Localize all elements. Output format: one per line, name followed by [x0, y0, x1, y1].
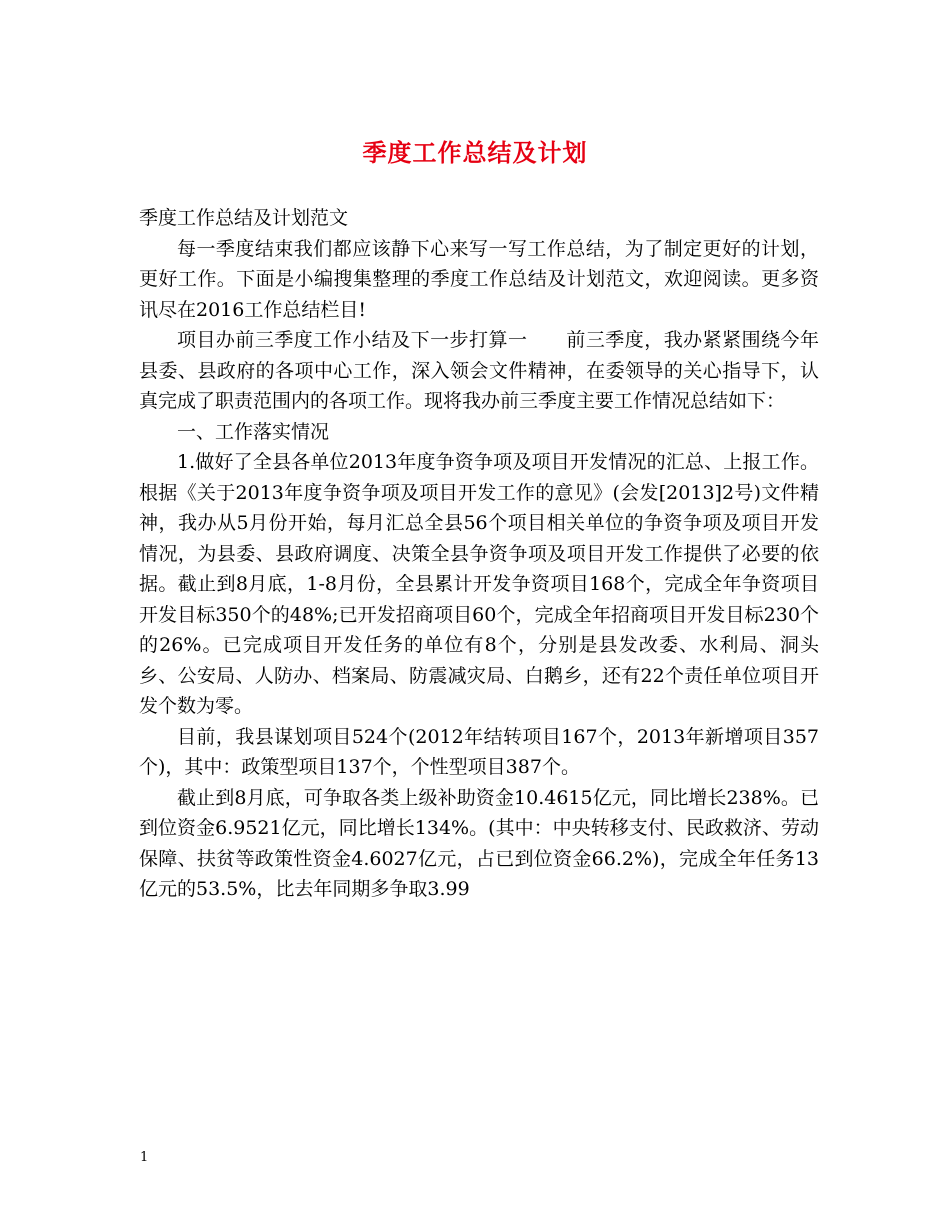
- body-paragraph: 截止到8月底，可争取各类上级补助资金10.4615亿元，同比增长238%。已到位资金6.9521亿元，同比增长134%。(其中：中央转移支付、民政救济、劳动保障、扶贫等政策性资金4.6027亿元，占已到位资金66.2%)，完成全年任务13亿元的53.5%，比去年同期多争取3.99: [139, 786, 819, 900]
- body-paragraph: 1.做好了全县各单位2013年度争资争项及项目开发情况的汇总、上报工作。根据《关于2013年度争资争项及项目开发工作的意见》(会发[2013]2号)文件精神，我办从5月份开始，每月汇总全县56个项目相关单位的争资争项及项目开发情况，为县委、县政府调度、决策全县争资争项及项目开发工作提供了必要的依据。截止到8月底，1-8月份，全县累计开发争资项目168个，完成全年争资项目开发目标350个的48%;已开发招商项目60个，完成全年招商项目开发目标230个的26%。已完成项目开发任务的单位有8个，分别是县发改委、水利局、洞头乡、公安局、人防办、档案局、防震减灾局、白鹅乡，还有22个责任单位项目开发个数为零。: [139, 451, 819, 717]
- page-number: 1: [140, 1150, 149, 1165]
- document-body: [139, 203, 819, 905]
- intro-paragraph: 每一季度结束我们都应该静下心来写一写工作总结，为了制定更好的计划，更好工作。下面是小编搜集整理的季度工作总结及计划范文，欢迎阅读。更多资讯尽在2016工作总结栏目!: [139, 237, 819, 321]
- body-paragraph: 目前，我县谋划项目524个(2012年结转项目167个，2013年新增项目357个)，其中：政策型项目137个，个性型项目387个。: [139, 725, 819, 778]
- subtitle-paragraph: 季度工作总结及计划范文: [139, 207, 349, 229]
- section-heading: 一、工作落实情况: [177, 420, 330, 443]
- summary-paragraph: 项目办前三季度工作小结及下一步打算一 前三季度，我办紧紧围绕今年县委、县政府的各项中心工作，深入领会文件精神，在委领导的关心指导下，认真完成了职责范围内的各项工作。现将我办前三季度主要工作情况总结如下：: [139, 329, 819, 412]
- document-title: 季度工作总结及计划: [362, 138, 588, 167]
